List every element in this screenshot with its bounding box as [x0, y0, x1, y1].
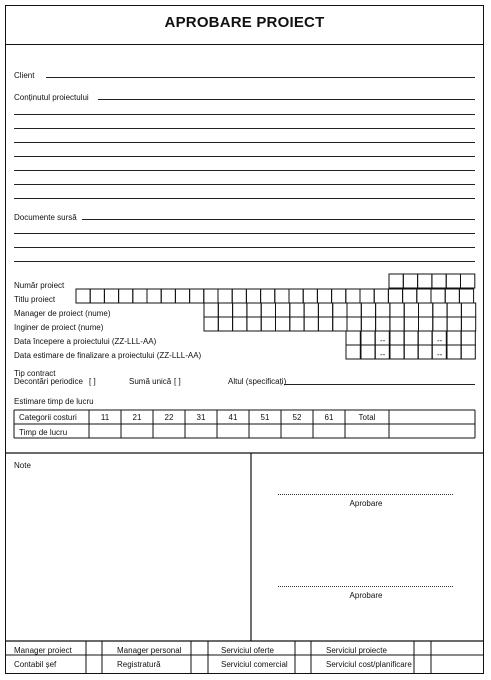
cost-category-11: 11 — [100, 413, 110, 422]
start-date-box[interactable] — [390, 331, 404, 345]
project-title-box[interactable] — [246, 289, 260, 303]
project-title-box[interactable] — [417, 289, 431, 303]
end-date-box[interactable] — [432, 345, 446, 359]
project-title-box[interactable] — [175, 289, 189, 303]
content-line[interactable] — [14, 156, 475, 157]
other-label: Altul (specificați) — [228, 377, 287, 386]
project-engineer-label: Inginer de proiect (nume) — [14, 323, 104, 332]
start-date-box[interactable] — [418, 331, 432, 345]
project-manager-box[interactable] — [404, 303, 418, 317]
end-date-box[interactable] — [404, 345, 418, 359]
cost-category-label: Categorii costuri — [19, 413, 77, 422]
project-number-box[interactable] — [446, 274, 460, 288]
content-line[interactable] — [14, 114, 475, 115]
content-line[interactable] — [14, 198, 475, 199]
cost-category-61: 61 — [324, 413, 334, 422]
project-engineer-box[interactable] — [318, 317, 332, 331]
approval-label-2: Aprobare — [349, 591, 383, 600]
periodic-label: Decontări periodice — [14, 377, 83, 386]
project-engineer-box[interactable] — [461, 317, 475, 331]
end-date-box[interactable] — [361, 345, 375, 359]
project-engineer-box[interactable] — [304, 317, 318, 331]
end-date-box[interactable] — [461, 345, 475, 359]
project-manager-box[interactable] — [304, 303, 318, 317]
project-manager-box[interactable] — [318, 303, 332, 317]
project-manager-box[interactable] — [233, 303, 247, 317]
project-title-box[interactable] — [360, 289, 374, 303]
end-date-label: Data estimare de finalizare a proiectului (ZZ-LLL-AA) — [14, 351, 202, 360]
project-engineer-box[interactable] — [433, 317, 447, 331]
project-manager-box[interactable] — [447, 303, 461, 317]
end-date-separator-1: -- — [380, 350, 386, 359]
start-date-box[interactable] — [461, 331, 475, 345]
source-docs-line[interactable] — [14, 233, 475, 234]
cost-category-total: Total — [358, 413, 376, 422]
footer-commercial-service: Serviciul comercial — [221, 660, 288, 669]
end-date-box[interactable] — [375, 345, 389, 359]
cost-category-31: 31 — [196, 413, 206, 422]
lump-sum-checkbox[interactable]: [ ] — [174, 377, 181, 386]
project-engineer-box[interactable] — [376, 317, 390, 331]
start-date-separator-2: -- — [437, 336, 443, 345]
project-title-box[interactable] — [289, 289, 303, 303]
project-title-box[interactable] — [190, 289, 204, 303]
project-number-box[interactable] — [418, 274, 432, 288]
project-manager-box[interactable] — [261, 303, 275, 317]
project-engineer-box[interactable] — [218, 317, 232, 331]
project-engineer-box[interactable] — [290, 317, 304, 331]
start-date-box[interactable] — [361, 331, 375, 345]
project-title-box[interactable] — [431, 289, 445, 303]
project-manager-box[interactable] — [347, 303, 361, 317]
project-engineer-box[interactable] — [419, 317, 433, 331]
project-title-box[interactable] — [161, 289, 175, 303]
project-manager-box[interactable] — [333, 303, 347, 317]
project-manager-box[interactable] — [390, 303, 404, 317]
project-title-box[interactable] — [104, 289, 118, 303]
content-line[interactable] — [14, 128, 475, 129]
project-title-box[interactable] — [374, 289, 388, 303]
project-engineer-box[interactable] — [261, 317, 275, 331]
lump-sum-label: Sumă unică — [129, 377, 172, 386]
project-manager-box[interactable] — [419, 303, 433, 317]
cost-category-41: 41 — [228, 413, 238, 422]
form-title: APROBARE PROIECT — [164, 14, 325, 31]
project-title-box[interactable] — [346, 289, 360, 303]
footer-chief-accountant: Contabil șef — [14, 660, 57, 669]
start-date-box[interactable] — [375, 331, 389, 345]
project-title-box[interactable] — [303, 289, 317, 303]
project-title-box[interactable] — [232, 289, 246, 303]
project-title-box[interactable] — [204, 289, 218, 303]
project-engineer-box[interactable] — [276, 317, 290, 331]
work-time-label: Timp de lucru — [19, 428, 68, 437]
start-date-box[interactable] — [404, 331, 418, 345]
project-title-box[interactable] — [445, 289, 459, 303]
project-manager-box[interactable] — [247, 303, 261, 317]
footer-personnel-manager: Manager personal — [117, 646, 182, 655]
project-number-box[interactable] — [432, 274, 446, 288]
project-title-box[interactable] — [388, 289, 402, 303]
source-docs-label: Documente sursă — [14, 213, 77, 222]
footer-registry: Registratură — [117, 660, 161, 669]
project-number-box[interactable] — [461, 274, 475, 288]
periodic-checkbox[interactable]: [ ] — [89, 377, 96, 386]
project-engineer-box[interactable] — [233, 317, 247, 331]
project-title-box[interactable] — [133, 289, 147, 303]
project-manager-box[interactable] — [361, 303, 375, 317]
end-date-separator-2: -- — [437, 350, 443, 359]
start-date-label: Data începere a proiectului (ZZ-LLL-AA) — [14, 337, 157, 346]
cost-category-22: 22 — [164, 413, 174, 422]
project-manager-box[interactable] — [290, 303, 304, 317]
content-line[interactable] — [14, 142, 475, 143]
project-engineer-box[interactable] — [347, 317, 361, 331]
project-engineer-box[interactable] — [447, 317, 461, 331]
project-title-box[interactable] — [261, 289, 275, 303]
approval-label-1: Aprobare — [349, 499, 383, 508]
project-manager-box[interactable] — [376, 303, 390, 317]
content-line[interactable] — [14, 170, 475, 171]
project-title-box[interactable] — [317, 289, 331, 303]
cost-category-51: 51 — [260, 413, 270, 422]
footer-projects-service: Serviciul proiecte — [326, 646, 387, 655]
footer-cost-planning-service: Serviciul cost/planificare — [326, 660, 412, 669]
project-title-box[interactable] — [76, 289, 90, 303]
cost-category-52: 52 — [292, 413, 302, 422]
content-label: Conținutul proiectului — [14, 93, 89, 102]
footer-project-manager: Manager proiect — [14, 646, 72, 655]
project-engineer-box[interactable] — [361, 317, 375, 331]
cost-category-21: 21 — [132, 413, 142, 422]
project-manager-box[interactable] — [218, 303, 232, 317]
project-engineer-box[interactable] — [333, 317, 347, 331]
project-manager-box[interactable] — [276, 303, 290, 317]
project-engineer-box[interactable] — [247, 317, 261, 331]
end-date-box[interactable] — [390, 345, 404, 359]
project-title-box[interactable] — [459, 289, 473, 303]
start-date-box[interactable] — [346, 331, 360, 345]
estimate-label: Estimare timp de lucru — [14, 397, 94, 406]
footer-offers-service: Serviciul oferte — [221, 646, 274, 655]
project-title-box[interactable] — [403, 289, 417, 303]
project-title-box[interactable] — [147, 289, 161, 303]
start-date-box[interactable] — [447, 331, 461, 345]
client-label: Client — [14, 71, 35, 80]
project-title-box[interactable] — [275, 289, 289, 303]
end-date-box[interactable] — [418, 345, 432, 359]
project-manager-label: Manager de proiect (nume) — [14, 309, 111, 318]
source-docs-line[interactable] — [14, 261, 475, 262]
start-date-box[interactable] — [432, 331, 446, 345]
project-title-box[interactable] — [119, 289, 133, 303]
project-number-box[interactable] — [389, 274, 403, 288]
content-line[interactable] — [98, 99, 475, 100]
project-title-box[interactable] — [332, 289, 346, 303]
project-engineer-box[interactable] — [204, 317, 218, 331]
end-date-box[interactable] — [346, 345, 360, 359]
content-line[interactable] — [14, 184, 475, 185]
start-date-separator-1: -- — [380, 336, 386, 345]
project-title-label: Titlu proiect — [14, 295, 56, 304]
project-engineer-box[interactable] — [390, 317, 404, 331]
project-manager-box[interactable] — [433, 303, 447, 317]
project-number-box[interactable] — [403, 274, 417, 288]
source-docs-line[interactable] — [14, 247, 475, 248]
contract-type-label: Tip contract — [14, 369, 56, 378]
project-manager-box[interactable] — [204, 303, 218, 317]
project-number-label: Număr proiect — [14, 281, 65, 290]
source-docs-line[interactable] — [82, 219, 475, 220]
end-date-box[interactable] — [447, 345, 461, 359]
notes-label: Note — [14, 461, 31, 470]
project-title-box[interactable] — [218, 289, 232, 303]
project-manager-box[interactable] — [461, 303, 475, 317]
project-engineer-box[interactable] — [404, 317, 418, 331]
project-title-box[interactable] — [90, 289, 104, 303]
